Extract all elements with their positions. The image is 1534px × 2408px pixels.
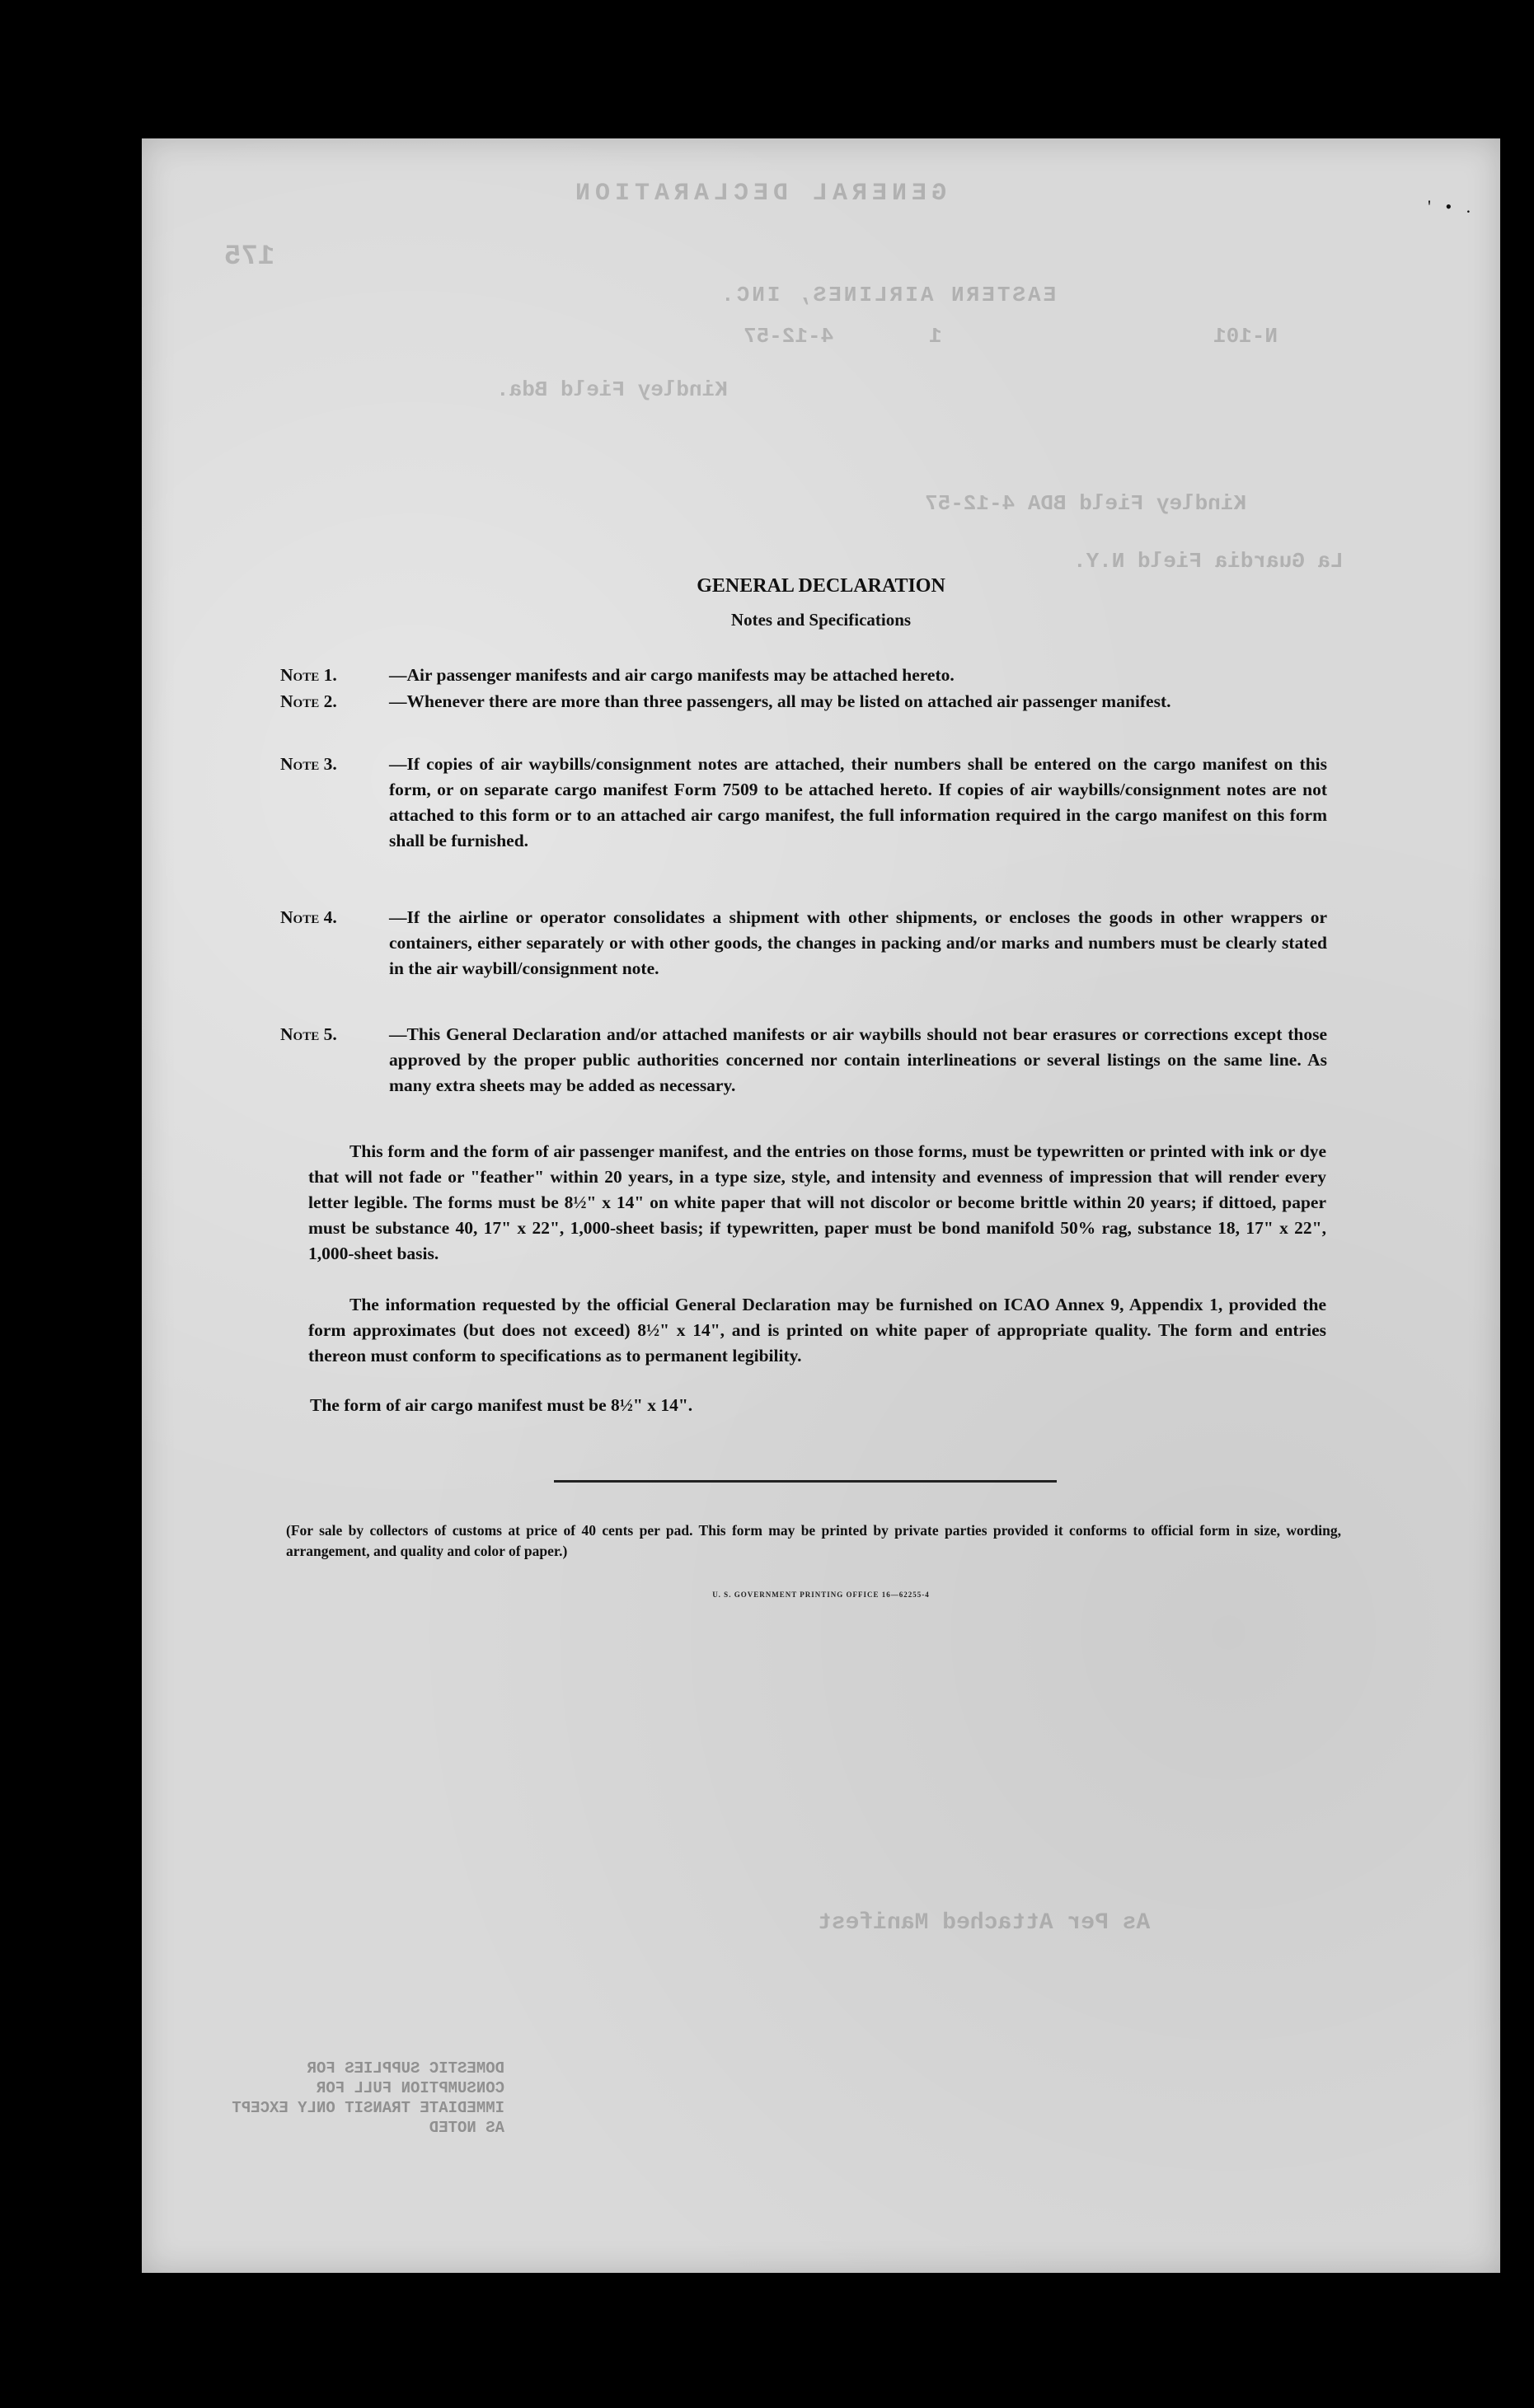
note-1 xyxy=(280,663,1327,688)
note-label: Note 2. xyxy=(280,691,337,711)
bleed-customs-stamp: DOMESTIC SUPPLIES FOR CONSUMPTION FULL FOR IMMEDIATE TRANSIT ONLY EXCEPT AS NOTED xyxy=(232,2059,504,2137)
note-2 xyxy=(280,689,1327,714)
bleed-manifest-note: As Per Attached Manifest xyxy=(818,1910,1151,1936)
note-text: —Whenever there are more than three passengers, all may be listed on attached air passenger manifest. xyxy=(389,691,1171,711)
note-text: —This General Declaration and/or attached manifests or air waybills should not bear erasures or corrections except those approved by the proper public authorities concerned nor contain interlineations or several listings on the same line. As many extra sheets may be added as necessary. xyxy=(389,1024,1327,1095)
note-text: —If copies of air waybills/consignment notes are attached, their numbers shall be entered on the cargo manifest on this form, or on separate cargo manifest Form 7509 to be attached hereto. If copies of air waybills/consignment notes are not attached to this form or to an attached air cargo manifest, the full information required in the cargo manifest on this form shall be furnished. xyxy=(389,754,1327,850)
bleed-flight: 1 xyxy=(929,324,942,349)
note-label: Note 1. xyxy=(280,665,337,685)
bleed-header: GENERAL DECLARATION xyxy=(570,180,947,208)
document-page xyxy=(142,138,1500,2273)
divider-rule xyxy=(554,1480,1057,1483)
bleed-operator: EASTERN AIRLINES, INC. xyxy=(719,283,1057,307)
note-5 xyxy=(280,1022,1327,1099)
note-4 xyxy=(280,905,1327,981)
bleed-place-departure: Kindley Field Bda. xyxy=(496,377,728,402)
bleed-form-number: 175 xyxy=(224,241,275,273)
note-label: Note 5. xyxy=(280,1024,337,1044)
note-3 xyxy=(280,752,1327,854)
corner-marks: ' • . xyxy=(1428,196,1476,217)
page-title: GENERAL DECLARATION xyxy=(697,575,945,597)
bleed-aircraft: N-101 xyxy=(1213,324,1278,349)
paragraph-legibility: This form and the form of air passenger manifest, and the entries on those forms, must be typewritten or printed with ink or dye that will not fade or "feather" within 20 years, in a type size, style, and intensity and evenness of impression that will render every letter legible. The forms must be 8½" x 14" on white paper that will not discolor or become brittle within 20 years; if dittoed, paper must be substance 40, 17" x 22", 1,000-sheet basis; if typewritten, paper must be bond manifold 50% rag, substance 18, 17" x 22", 1,000-sheet basis. xyxy=(308,1141,1326,1263)
note-text: —Air passenger manifests and air cargo manifests may be attached hereto. xyxy=(389,665,955,685)
page-subtitle: Notes and Specifications xyxy=(730,610,912,630)
bleed-itinerary-1: Kindley Field BDA 4-12-57 xyxy=(925,491,1247,516)
bleed-date: 4-12-57 xyxy=(744,324,834,349)
note-label: Note 4. xyxy=(280,907,337,927)
paragraph-icao: The information requested by the official General Declaration may be furnished on ICAO Annex 9, Appendix 1, provided the form approximates (but does not exceed) 8½" x 14", and is printed on white paper of appropriate quality. The form and entries thereon must conform to specifications as to permanent legibility. xyxy=(308,1295,1326,1366)
sale-footnote: (For sale by collectors of customs at price of 40 cents per pad. This form may be printed by private parties provided it conforms to official form in size, wording, arrangement, and quality and color of paper.) xyxy=(286,1522,1341,1559)
note-text: —If the airline or operator consolidates a shipment with other shipments, or encloses the goods in other wrappers or containers, either separately or with other goods, the changes in packing and/or marks and numbers must be clearly stated in the air waybill/consignment note. xyxy=(389,907,1327,978)
printing-office-line: U. S. GOVERNMENT PRINTING OFFICE 16—62255-4 xyxy=(712,1590,930,1599)
bleed-itinerary-2: La Guardia Field N.Y. xyxy=(1073,549,1344,574)
paragraph-cargo-size: The form of air cargo manifest must be 8½" x 14". xyxy=(310,1395,693,1415)
note-label: Note 3. xyxy=(280,754,337,774)
